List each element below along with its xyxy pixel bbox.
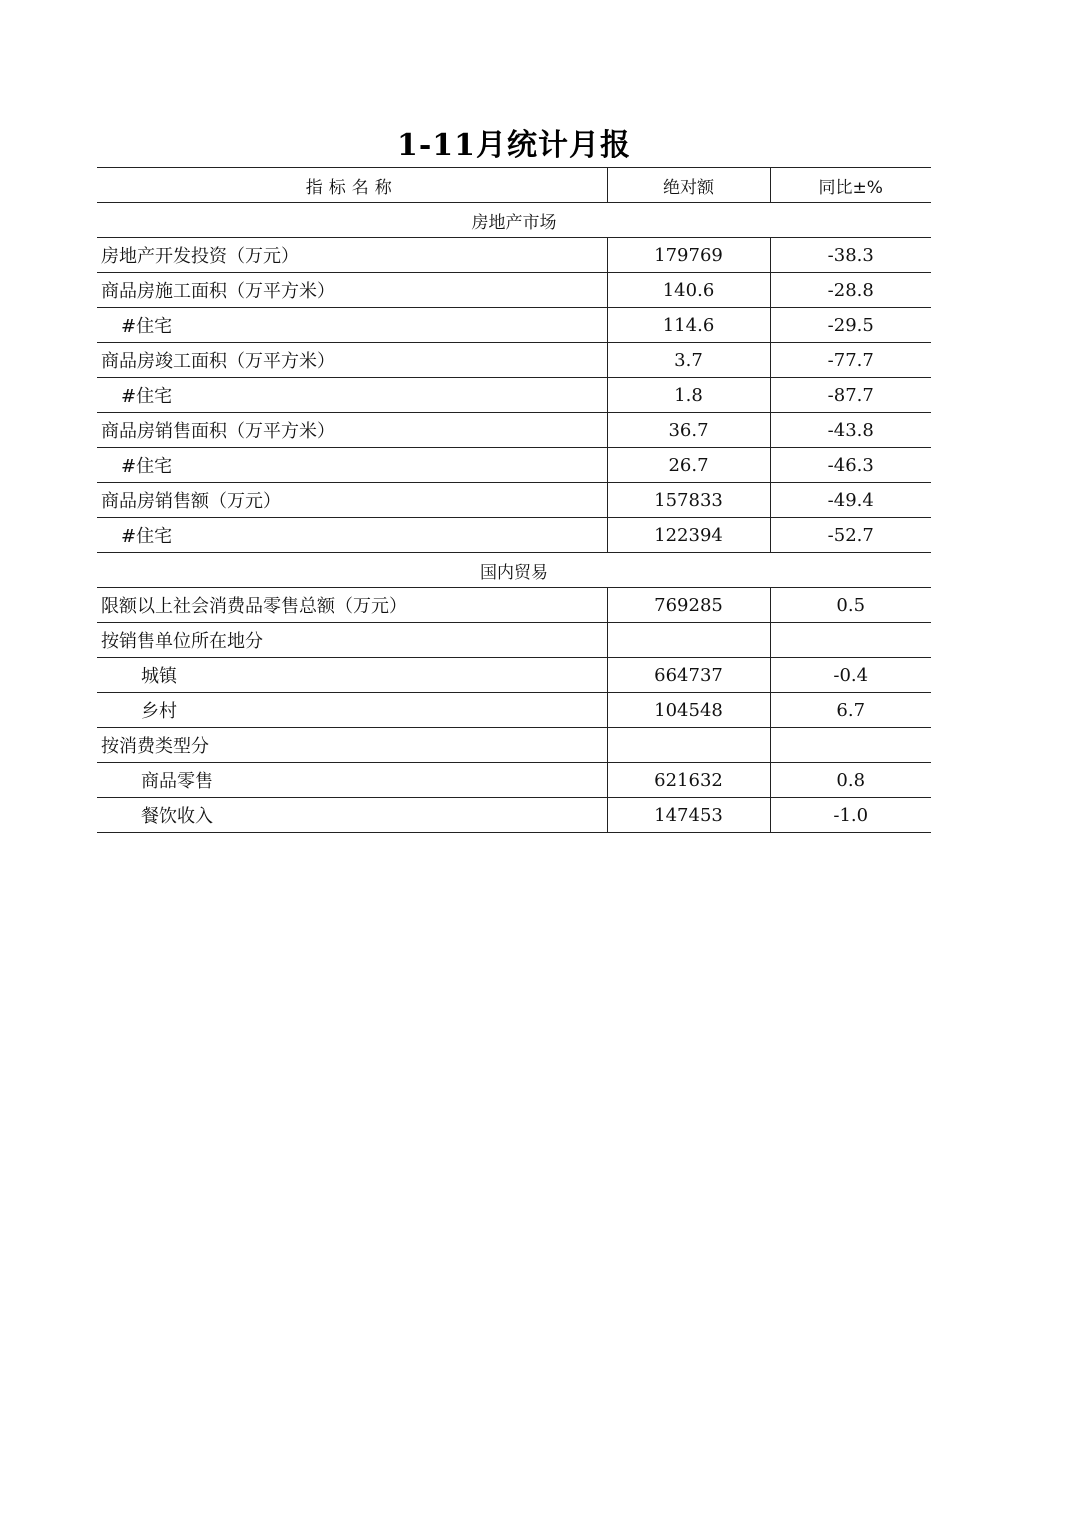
indicator-name: 商品房销售额（万元） [97,483,607,518]
absolute-value: 179769 [607,238,770,273]
absolute-value: 114.6 [607,308,770,343]
table-row [97,343,931,378]
table-row [97,238,931,273]
indicator-name: 商品房竣工面积（万平方米） [97,343,607,378]
yoy-change: -1.0 [770,798,931,833]
section-header-row [97,203,931,238]
table-row [97,483,931,518]
table-row [97,623,931,658]
table-row [97,518,931,553]
absolute-value: 1.8 [607,378,770,413]
absolute-value [607,728,770,763]
absolute-value: 26.7 [607,448,770,483]
table-row [97,448,931,483]
indicator-name: #住宅 [97,378,607,413]
header-yoy-change: 同比±% [770,168,931,203]
yoy-change [770,623,931,658]
yoy-change: 0.5 [770,588,931,623]
indicator-name: 按消费类型分 [97,728,607,763]
indicator-name: #住宅 [97,308,607,343]
table-row [97,798,931,833]
indicator-name: 限额以上社会消费品零售总额（万元） [97,588,607,623]
absolute-value: 621632 [607,763,770,798]
yoy-change: -43.8 [770,413,931,448]
indicator-name: 商品房销售面积（万平方米） [97,413,607,448]
header-indicator-name: 指标名称 [97,168,607,203]
indicator-name: #住宅 [97,448,607,483]
table-row [97,308,931,343]
indicator-name: #住宅 [97,518,607,553]
yoy-change: -28.8 [770,273,931,308]
table-row [97,378,931,413]
absolute-value: 147453 [607,798,770,833]
absolute-value: 140.6 [607,273,770,308]
absolute-value: 769285 [607,588,770,623]
table-row [97,658,931,693]
absolute-value: 3.7 [607,343,770,378]
section-title: 房地产市场 [97,203,931,238]
table-row [97,588,931,623]
table-row [97,413,931,448]
table-header-row [97,168,931,203]
yoy-change: -52.7 [770,518,931,553]
table-row [97,763,931,798]
absolute-value: 122394 [607,518,770,553]
yoy-change: -0.4 [770,658,931,693]
yoy-change [770,728,931,763]
yoy-change: -49.4 [770,483,931,518]
absolute-value [607,623,770,658]
absolute-value: 157833 [607,483,770,518]
indicator-name: 按销售单位所在地分 [97,623,607,658]
indicator-name: 城镇 [97,658,607,693]
section-header-row [97,553,931,588]
indicator-name: 餐饮收入 [97,798,607,833]
table-row [97,728,931,763]
table-row [97,273,931,308]
indicator-name: 乡村 [97,693,607,728]
absolute-value: 664737 [607,658,770,693]
absolute-value: 36.7 [607,413,770,448]
table-row [97,693,931,728]
yoy-change: -29.5 [770,308,931,343]
yoy-change: -38.3 [770,238,931,273]
absolute-value: 104548 [607,693,770,728]
statistics-table [97,167,931,833]
header-absolute-value: 绝对额 [607,168,770,203]
yoy-change: -87.7 [770,378,931,413]
yoy-change: -77.7 [770,343,931,378]
indicator-name: 商品房施工面积（万平方米） [97,273,607,308]
yoy-change: 6.7 [770,693,931,728]
yoy-change: 0.8 [770,763,931,798]
section-title: 国内贸易 [97,553,931,588]
indicator-name: 商品零售 [97,763,607,798]
report-title: 1-11月统计月报 [396,128,632,163]
yoy-change: -46.3 [770,448,931,483]
indicator-name: 房地产开发投资（万元） [97,238,607,273]
